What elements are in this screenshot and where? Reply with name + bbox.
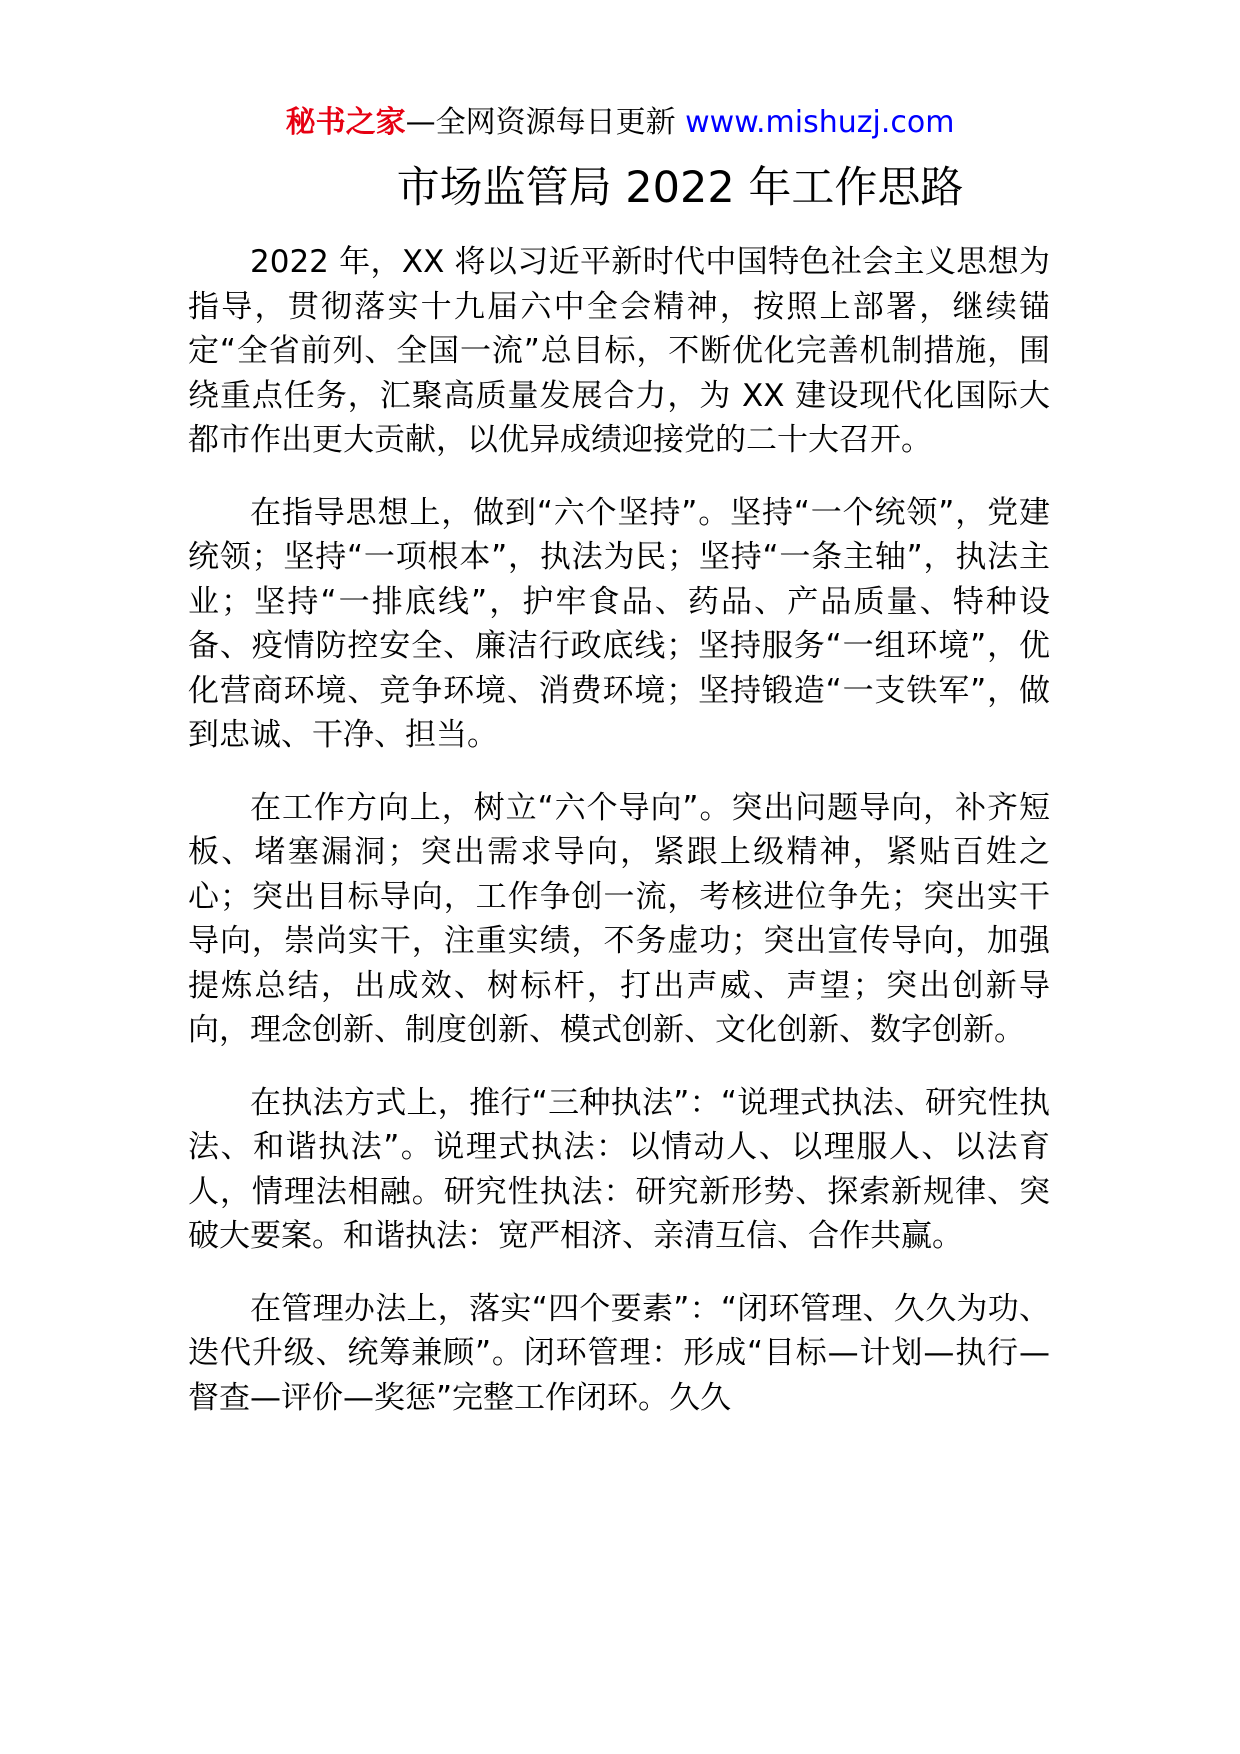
paragraph: 2022 年，XX 将以习近平新时代中国特色社会主义思想为指导，贯彻落实十九届六中全会精神，按照上部署，继续锚定“全省前列、全国一流”总目标，不断优化完善机制措施，围绕重点任务，汇聚高质量发展合力，为 XX 建设现代化国际大都市作出更大贡献，以优异成绩迎接党的二十大召开。 [188, 244, 1050, 458]
site-url-link[interactable]: www.mishuzj.com [685, 105, 955, 140]
document-title: 市场监管局 2022 年工作思路 [396, 163, 964, 213]
watermark-header [0, 103, 1240, 143]
paragraph: 在指导思想上，做到“六个坚持”。坚持“一个统领”，党建统领；坚持“一项根本”，执法为民；坚持“一条主轴”，执法主业；坚持“一排底线”，护牢食品、药品、产品质量、特种设备、疫情防控安全、廉洁行政底线；坚持服务“一组环境”，优化营商环境、竞争环境、消费环境；坚持锻造“一支铁军”，做到忠诚、干净、担当。 [188, 494, 1050, 753]
document-body [188, 240, 1050, 1448]
brand-tagline: —全网资源每日更新 [405, 105, 676, 140]
paragraph: 在工作方向上，树立“六个导向”。突出问题导向，补齐短板、堵塞漏洞；突出需求导向，紧跟上级精神，紧贴百姓之心；突出目标导向，工作争创一流，考核进位争先；突出实干导向，崇尚实干，注重实绩，不务虚功；突出宣传导向，加强提炼总结，出成效、树标杆，打出声威、声望；突出创新导向，理念创新、制度创新、模式创新、文化创新、数字创新。 [188, 789, 1050, 1048]
paragraph: 在管理办法上，落实“四个要素”：“闭环管理、久久为功、迭代升级、统筹兼顾”。闭环管理：形成“目标—计划—执行—督查—评价—奖惩”完整工作闭环。久久 [188, 1290, 1050, 1416]
paragraph: 在执法方式上，推行“三种执法”：“说理式执法、研究性执法、和谐执法”。说理式执法：以情动人、以理服人、以法育人，情理法相融。研究性执法：研究新形势、探索新规律、突破大要案。和谐执法：宽严相济、亲清互信、合作共赢。 [188, 1084, 1050, 1254]
brand-name: 秘书之家 [285, 105, 406, 140]
